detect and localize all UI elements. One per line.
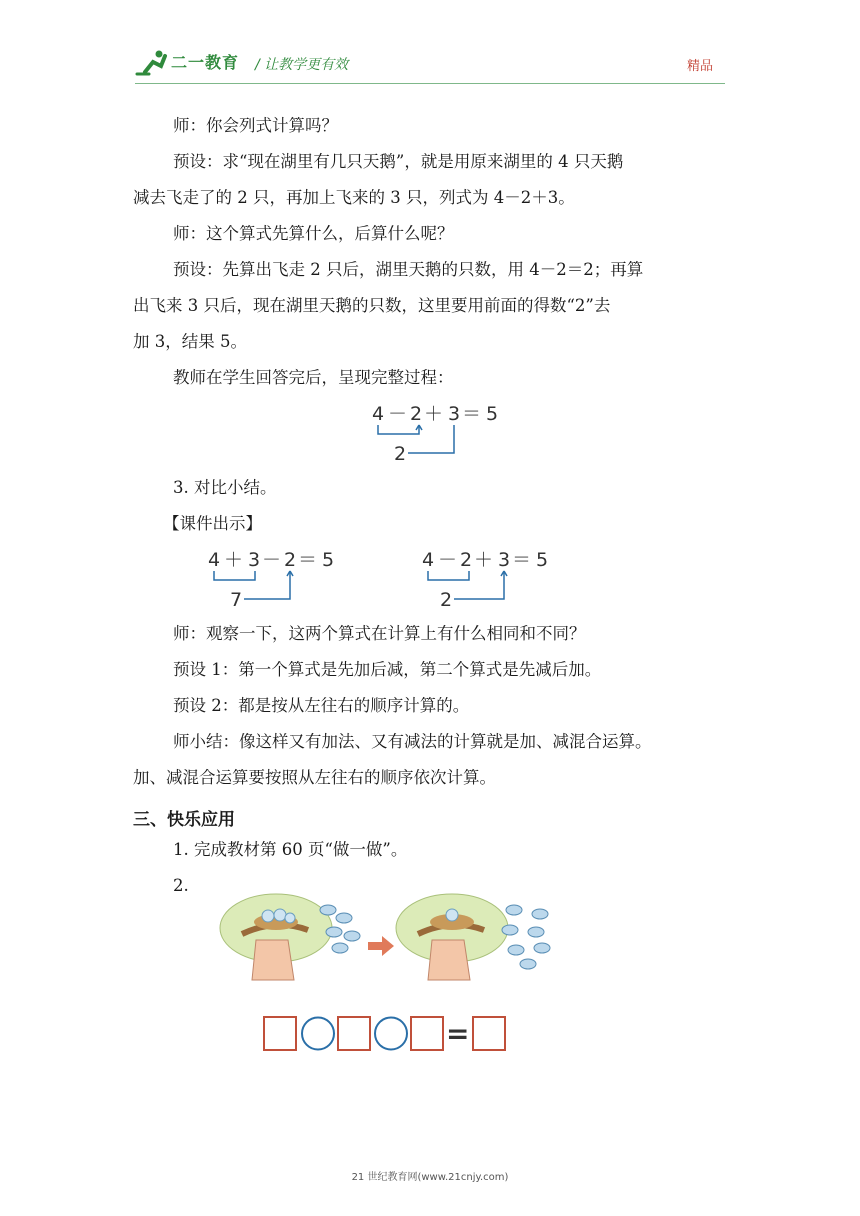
answer-box[interactable] [411, 1017, 443, 1050]
text-line: 师：你会列式计算吗？ [173, 116, 338, 135]
operator-circle[interactable] [302, 1018, 334, 1050]
formula-diagram-3 [418, 544, 558, 614]
text-line: 预设：求“现在湖里有几只天鹅”，就是用原来湖里的 4 只天鹅 [173, 152, 624, 171]
header-divider [135, 83, 725, 84]
text-line: 加、减混合运算要按照从左往右的顺序依次计算。 [133, 768, 496, 787]
text-line: 出飞来 3 只后，现在湖里天鹅的只数，这里要用前面的得数“2”去 [133, 296, 611, 315]
formula-term: ＋ [424, 403, 444, 425]
text-line: 师：这个算式先算什么，后算什么呢？ [173, 224, 454, 243]
text-line: 减去飞走了的 2 只，再加上飞来的 3 只，列式为 4－2＋3。 [133, 188, 575, 207]
formula-term: ＝ [298, 549, 318, 571]
formula-term: 2 [410, 403, 423, 425]
section-heading: 三、快乐应用 [133, 810, 235, 830]
text-line: 预设：先算出飞走 2 只后，湖里天鹅的只数，用 4－2＝2；再算 [173, 260, 644, 279]
formula-term: 3 [498, 549, 511, 571]
premium-badge: 精品 [686, 59, 713, 74]
formula-diagram-1 [368, 398, 508, 468]
text-line: 2. [173, 876, 189, 895]
equals-sign: = [446, 1017, 470, 1050]
formula-term: 4 [208, 549, 221, 571]
formula-term: ＋ [224, 549, 244, 571]
tree-after-icon [396, 894, 508, 980]
text-line: 教师在学生回答完后，呈现完整过程： [173, 368, 454, 387]
formula-term: 5 [322, 549, 335, 571]
formula-term: 2 [284, 549, 297, 571]
right-arrow-icon [368, 936, 394, 956]
answer-box[interactable] [338, 1017, 370, 1050]
answer-box[interactable] [473, 1017, 505, 1050]
text-line: 师：观察一下，这两个算式在计算上有什么相同和不同？ [173, 624, 586, 643]
partial-result: 2 [440, 589, 453, 611]
formula-term: ＝ [512, 549, 532, 571]
text-line: 1. 完成教材第 60 页“做一做”。 [173, 840, 408, 859]
formula-term: － [388, 403, 408, 425]
text-line: 加 3，结果 5。 [133, 332, 247, 351]
formula-diagram-2 [204, 544, 344, 614]
text-line: 预设 1：第一个算式是先加后减，第二个算式是先减后加。 [173, 660, 602, 679]
birds-tree-illustration [216, 888, 566, 986]
flying-birds-icon [502, 905, 550, 969]
formula-term: ＋ [474, 549, 494, 571]
formula-term: 4 [372, 403, 385, 425]
formula-term: 5 [486, 403, 499, 425]
formula-term: 5 [536, 549, 549, 571]
text-line: 3. 对比小结。 [173, 478, 277, 497]
formula-term: 3 [448, 403, 461, 425]
page-header [135, 44, 725, 84]
formula-term: 4 [422, 549, 435, 571]
slogan: / 让教学更有效 [255, 57, 349, 73]
answer-template [262, 1014, 510, 1054]
formula-term: 3 [248, 549, 261, 571]
partial-result: 7 [230, 589, 243, 611]
formula-term: － [262, 549, 282, 571]
formula-term: 2 [460, 549, 473, 571]
tree-before-icon [220, 894, 332, 980]
page-footer: 21 世纪教育网(www.21cnjy.com) [351, 1172, 509, 1183]
formula-term: ＝ [462, 403, 482, 425]
operator-circle[interactable] [375, 1018, 407, 1050]
formula-term: － [438, 549, 458, 571]
logo-text: 二一教育 [171, 53, 240, 72]
partial-result: 2 [394, 443, 407, 465]
text-line: 预设 2：都是按从左往右的顺序计算的。 [173, 696, 470, 715]
answer-box[interactable] [264, 1017, 296, 1050]
text-line: 【课件出示】 [163, 514, 262, 533]
text-line: 师小结：像这样又有加法、又有减法的计算就是加、减混合运算。 [173, 732, 652, 751]
